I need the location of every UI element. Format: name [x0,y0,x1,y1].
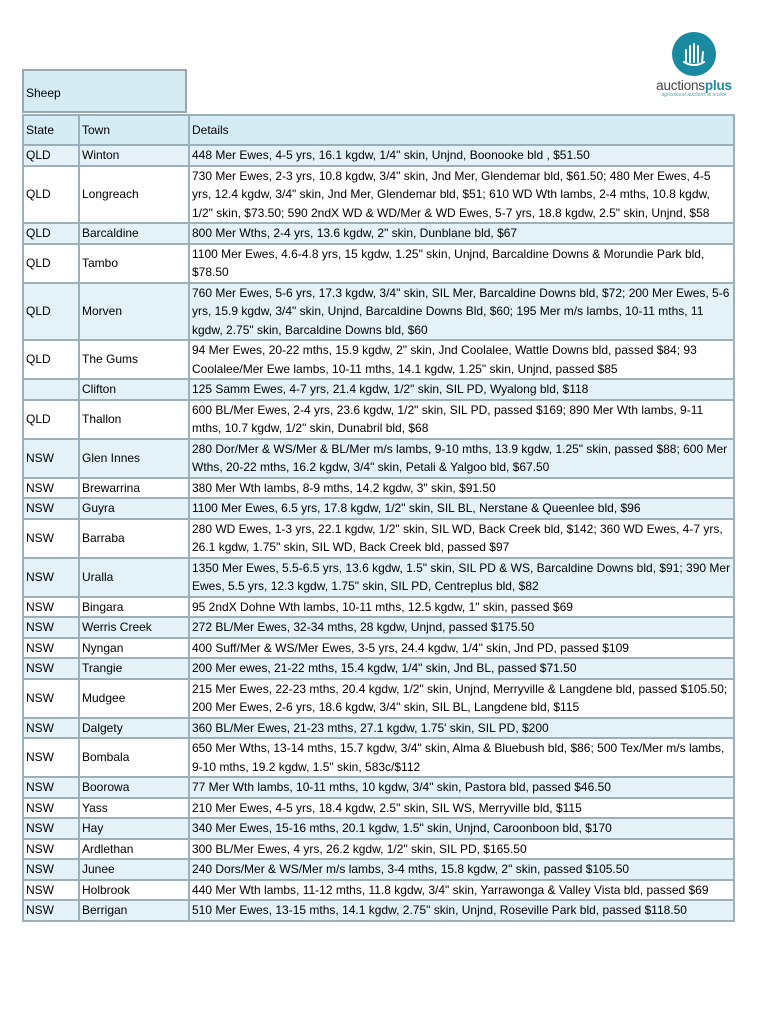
cell-details: 1350 Mer Ewes, 5.5-6.5 yrs, 13.6 kgdw, 1.5" skin, SIL PD & WS, Barcaldine Downs bld, $91; 390 Mer Ewes, 5.5 yrs, 12.3 kgdw, 1.75" skin, SIL PD, Centreplus bld, $82 [189,558,734,597]
cell-town: Bingara [79,597,189,618]
table-row [23,900,734,921]
cell-details: 440 Mer Wth lambs, 11-12 mths, 11.8 kgdw, 3/4" skin, Yarrawonga & Valley Vista bld, passed $69 [189,880,734,901]
cell-town: Winton [79,145,189,166]
table-row [23,166,734,224]
cell-state: NSW [23,718,79,739]
cell-details: 730 Mer Ewes, 2-3 yrs, 10.8 kgdw, 3/4" skin, Jnd Mer, Glendemar bld, $61.50; 480 Mer Ewes, 4-5 yrs, 12.4 kgdw, 3/4" skin, Jnd Mer, Glendemar bld, $51; 610 WD Wth lambs, 2-4 mths, 10.8 kgdw, 1/2" skin, $73.50; 590 2ndX WD & WD/Mer & WD Ewes, 5-7 yrs, 18.8 kgdw, 2.5" skin, Unjnd, $58 [189,166,734,224]
table-row [23,478,734,499]
cell-details: 760 Mer Ewes, 5-6 yrs, 17.3 kgdw, 3/4" skin, SIL Mer, Barcaldine Downs bld, $72; 200 Mer Ewes, 5-6 yrs, 15.9 kgdw, 3/4" skin, Unjnd, Barcaldine Downs Bld, $60; 195 Mer m/s lambs, 10-11 mths, 11 kgdw, 2.75" skin, Barcaldine Downs bld, $60 [189,283,734,341]
cell-town: Longreach [79,166,189,224]
cell-town: Brewarrina [79,478,189,499]
table-body [23,145,734,921]
cell-details: 510 Mer Ewes, 13-15 mths, 14.1 kgdw, 2.75" skin, Unjnd, Roseville Park bld, passed $118.50 [189,900,734,921]
cell-town: Boorowa [79,777,189,798]
column-header-details: Details [189,115,734,145]
cell-details: 360 BL/Mer Ewes, 21-23 mths, 27.1 kgdw, 1.75' skin, SIL PD, $200 [189,718,734,739]
cell-state: NSW [23,900,79,921]
cell-details: 77 Mer Wth lambs, 10-11 mths, 10 kgdw, 3/4" skin, Pastora bld, passed $46.50 [189,777,734,798]
cell-details: 280 WD Ewes, 1-3 yrs, 22.1 kgdw, 1/2" skin, SIL WD, Back Creek bld, $142; 360 WD Ewes, 4-7 yrs, 26.1 kgdw, 1.75" skin, SIL WD, Back Creek bld, passed $97 [189,519,734,558]
cell-details: 94 Mer Ewes, 20-22 mths, 15.9 kgdw, 2" skin, Jnd Coolalee, Wattle Downs bld, passed $84; 93 Coolalee/Mer Ewe lambs, 10-11 mths, 14.1 kgdw, 1.25" skin, Unjnd, passed $85 [189,340,734,379]
logo-tagline: agricultural auctions at a click [661,92,727,98]
cell-details: 200 Mer ewes, 21-22 mths, 15.4 kgdw, 1/4" skin, Jnd BL, passed $71.50 [189,658,734,679]
table-row [23,777,734,798]
table-row [23,880,734,901]
cell-details: 95 2ndX Dohne Wth lambs, 10-11 mths, 12.5 kgdw, 1" skin, passed $69 [189,597,734,618]
cell-state: QLD [23,166,79,224]
cell-details: 800 Mer Wths, 2-4 yrs, 13.6 kgdw, 2" skin, Dunblane bld, $67 [189,223,734,244]
table-row [23,145,734,166]
cell-town: Nyngan [79,638,189,659]
cell-town: Mudgee [79,679,189,718]
logo-wordmark: auctionsplus [656,78,732,93]
cell-town: Ardlethan [79,839,189,860]
cell-details: 280 Dor/Mer & WS/Mer & BL/Mer m/s lambs, 9-10 mths, 13.9 kgdw, 1.25" skin, passed $88; 600 Mer Wths, 20-22 mths, 16.2 kgdw, 3/4" skin, Petali & Yalgoo bld, $67.50 [189,439,734,478]
cell-state: NSW [23,880,79,901]
column-header-state: State [23,115,79,145]
table-row [23,400,734,439]
cell-town: Hay [79,818,189,839]
cell-town: Barcaldine [79,223,189,244]
cell-details: 600 BL/Mer Ewes, 2-4 yrs, 23.6 kgdw, 1/2" skin, SIL PD, passed $169; 890 Mer Wth lambs, 9-11 mths, 10.7 kgdw, 1/2" skin, Dunabril bld, $68 [189,400,734,439]
cell-state: QLD [23,283,79,341]
cell-state: QLD [23,400,79,439]
cell-details: 448 Mer Ewes, 4-5 yrs, 16.1 kgdw, 1/4" skin, Unjnd, Boonooke bld , $51.50 [189,145,734,166]
cell-state: NSW [23,859,79,880]
cell-state: NSW [23,597,79,618]
cell-details: 215 Mer Ewes, 22-23 mths, 20.4 kgdw, 1/2" skin, Unjnd, Merryville & Langdene bld, passed $105.50; 200 Mer Ewes, 2-6 yrs, 18.6 kgdw, 3/4" skin, SIL BL, Langdene bld, $115 [189,679,734,718]
table-row [23,738,734,777]
table-row [23,498,734,519]
cell-details: 272 BL/Mer Ewes, 32-34 mths, 28 kgdw, Unjnd, passed $175.50 [189,617,734,638]
table-row [23,859,734,880]
section-title: Sheep [26,86,61,100]
cell-state: NSW [23,777,79,798]
cell-town: Morven [79,283,189,341]
table-row [23,818,734,839]
cell-state: NSW [23,638,79,659]
cell-town: Werris Creek [79,617,189,638]
cell-town: Bombala [79,738,189,777]
table-row [23,839,734,860]
cell-town: Tambo [79,244,189,283]
auctionsplus-logo [648,32,740,102]
cell-state: NSW [23,818,79,839]
cell-town: Glen Innes [79,439,189,478]
cell-town: Trangie [79,658,189,679]
cell-state: NSW [23,478,79,499]
table-row [23,798,734,819]
cell-details: 400 Suff/Mer & WS/Mer Ewes, 3-5 yrs, 24.4 kgdw, 1/4" skin, Jnd PD, passed $109 [189,638,734,659]
sheep-sales-table [22,114,735,922]
table-row [23,379,734,400]
cell-state: NSW [23,519,79,558]
cell-state: NSW [23,439,79,478]
cell-town: Guyra [79,498,189,519]
table-row [23,679,734,718]
cell-town: Yass [79,798,189,819]
cell-town: Uralla [79,558,189,597]
cell-details: 1100 Mer Ewes, 6.5 yrs, 17.8 kgdw, 1/2" skin, SIL BL, Nerstane & Queenlee bld, $96 [189,498,734,519]
cell-state: NSW [23,679,79,718]
table-row [23,638,734,659]
cell-town: Junee [79,859,189,880]
cell-details: 125 Samm Ewes, 4-7 yrs, 21.4 kgdw, 1/2" skin, SIL PD, Wyalong bld, $118 [189,379,734,400]
table-row [23,617,734,638]
cell-state [23,379,79,400]
cell-details: 240 Dors/Mer & WS/Mer m/s lambs, 3-4 mths, 15.8 kgdw, 2" skin, passed $105.50 [189,859,734,880]
table-row [23,519,734,558]
table-row [23,658,734,679]
cell-details: 300 BL/Mer Ewes, 4 yrs, 26.2 kgdw, 1/2" skin, SIL PD, $165.50 [189,839,734,860]
cell-state: NSW [23,617,79,638]
cell-town: Clifton [79,379,189,400]
logo-hand-icon [672,32,716,76]
cell-state: NSW [23,498,79,519]
cell-details: 210 Mer Ewes, 4-5 yrs, 18.4 kgdw, 2.5" skin, SIL WS, Merryville bld, $115 [189,798,734,819]
cell-state: QLD [23,340,79,379]
section-title-box [22,69,187,113]
cell-details: 1100 Mer Ewes, 4.6-4.8 yrs, 15 kgdw, 1.25" skin, Unjnd, Barcaldine Downs & Morundie Park bld, $78.50 [189,244,734,283]
table-row [23,439,734,478]
cell-state: NSW [23,658,79,679]
cell-state: QLD [23,223,79,244]
table-row [23,283,734,341]
table-row [23,244,734,283]
cell-town: Barraba [79,519,189,558]
cell-state: QLD [23,145,79,166]
cell-state: NSW [23,558,79,597]
cell-details: 650 Mer Wths, 13-14 mths, 15.7 kgdw, 3/4" skin, Alma & Bluebush bld, $86; 500 Tex/Mer m/s lambs, 9-10 mths, 19.2 kgdw, 1.5" skin, 583c/$112 [189,738,734,777]
table-row [23,223,734,244]
cell-details: 340 Mer Ewes, 15-16 mths, 20.1 kgdw, 1.5" skin, Unjnd, Caroonboon bld, $170 [189,818,734,839]
cell-town: The Gums [79,340,189,379]
table-row [23,718,734,739]
cell-town: Thallon [79,400,189,439]
table-row [23,558,734,597]
table-header-row [23,115,734,145]
column-header-town: Town [79,115,189,145]
table-row [23,597,734,618]
cell-state: QLD [23,244,79,283]
cell-details: 380 Mer Wth lambs, 8-9 mths, 14.2 kgdw, 3" skin, $91.50 [189,478,734,499]
cell-state: NSW [23,839,79,860]
cell-state: NSW [23,798,79,819]
cell-town: Holbrook [79,880,189,901]
cell-state: NSW [23,738,79,777]
cell-town: Berrigan [79,900,189,921]
table-row [23,340,734,379]
cell-town: Dalgety [79,718,189,739]
